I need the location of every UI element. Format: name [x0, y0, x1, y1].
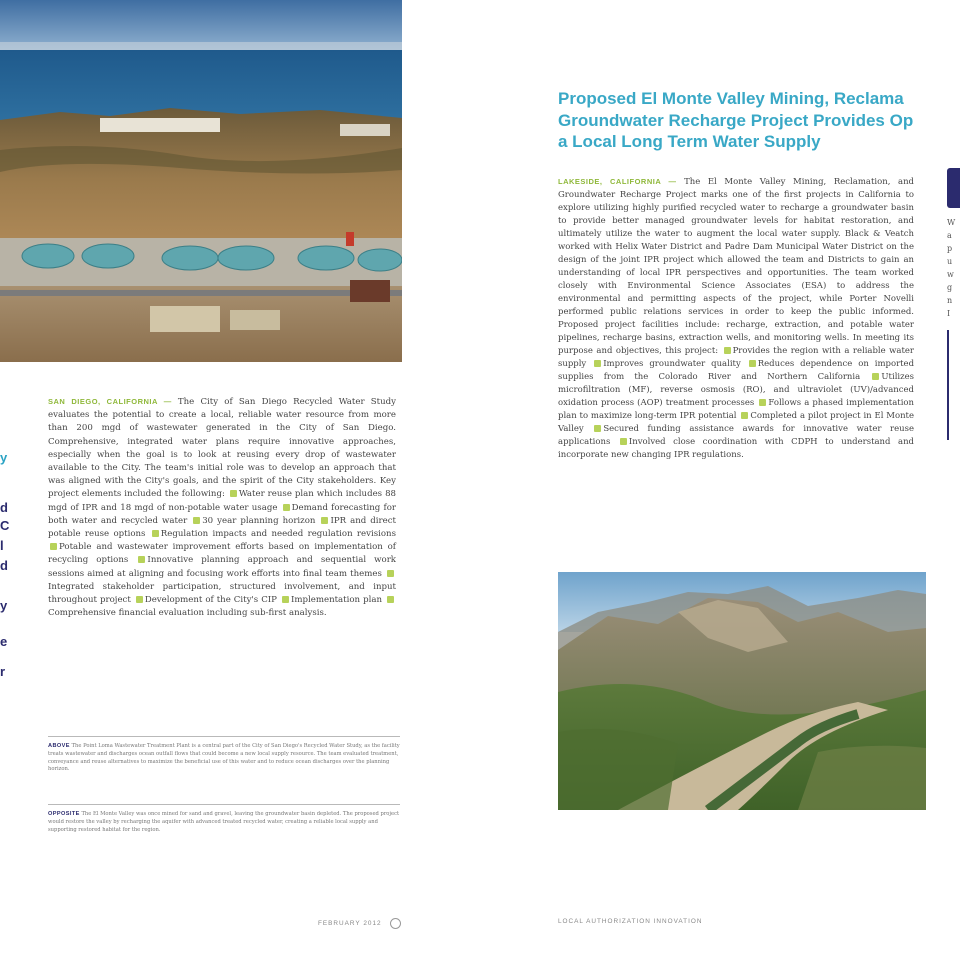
- bullet-square-icon: [749, 360, 756, 367]
- bullet-square-icon: [594, 425, 601, 432]
- sidebar-accent-bar: [947, 168, 960, 208]
- bullet-square-icon: [283, 504, 290, 511]
- list-item: Demand forecasting for both water and recycled water: [48, 502, 397, 526]
- folio-logo-icon: [390, 918, 401, 929]
- list-item: Development of the City's CIP: [144, 595, 277, 606]
- list-item: Regulation impacts and needed regulation revisions: [160, 529, 396, 540]
- list-item: Involved close coordination with CDPH to understand and incorporate new changing IPR regulations.: [558, 437, 914, 460]
- bullet-square-icon: [152, 530, 159, 537]
- right-page: [480, 0, 960, 960]
- list-item: Follows a phased implementation plan to maximize long-term IPR potential: [558, 398, 915, 421]
- list-item: 30 year planning horizon: [202, 515, 316, 526]
- list-item: Innovative planning approach and sequential work sessions aimed at aligning and focusing work efforts into final team themes: [48, 555, 397, 579]
- bullet-square-icon: [872, 373, 879, 380]
- cropped-text-fragment: d: [0, 500, 8, 515]
- bullet-square-icon: [620, 438, 627, 445]
- caption-text: The Point Loma Wastewater Treatment Plant is a central part of the City of San Diego's Recycled Water Study, as the facility treats wastewater and discharges ocean outfall flows that could become a new local supply resource. The team evaluated treatment, conveyance and reuse alternatives to maximize the beneficial use of this water and to reduce ocean discharges over the planning horizon.: [48, 743, 400, 773]
- list-item: Integrated stakeholder participation, structured involvement, and input throughout project: [48, 581, 396, 606]
- cropped-text-fragment: a: [947, 231, 952, 240]
- cropped-text-fragment: r: [0, 664, 6, 679]
- caption-label: ABOVE: [48, 743, 70, 749]
- list-item: Potable and wastewater improvement efforts based on implementation of recycling options: [48, 542, 396, 566]
- list-item: Reduces dependence on imported supplies from the Colorado River and Northern California: [558, 359, 915, 382]
- bullet-square-icon: [136, 596, 143, 603]
- bullet-square-icon: [321, 517, 328, 524]
- headline-line: a Local Long Term Water Supply: [558, 132, 821, 151]
- list-item: Provides the region with a reliable water supply: [558, 346, 914, 369]
- list-item: Comprehensive financial evaluation including sub-first analysis.: [48, 608, 327, 619]
- bullet-square-icon: [387, 596, 394, 603]
- page-folio: [318, 918, 401, 929]
- dateline: LAKESIDE, CALIFORNIA —: [558, 177, 677, 186]
- body-text: The City of San Diego Recycled Water Study evaluates the potential to create a local, reliable water resource from more than 200 mgd of wastewater generated in the City of San Diego. Comprehensive, integrated water plans require innovative approaches, especially when the goal is to look at reusing every drop of wastewater available to the City. The team's initial role was to develop an approach that was aligned with the City's goals, and the spirit of the City stakeholders. Key project elements included the following:: [48, 397, 397, 500]
- list-item: Implementation plan: [290, 595, 382, 606]
- bullet-square-icon: [282, 596, 289, 603]
- bullet-square-icon: [193, 517, 200, 524]
- page-gutter: [402, 0, 480, 960]
- sidebar-fragment: [947, 168, 960, 440]
- cropped-text-fragment: g: [947, 283, 953, 292]
- headline-line: Proposed El Monte Valley Mining, Reclama: [558, 89, 904, 108]
- bullet-square-icon: [759, 399, 766, 406]
- cropped-text-fragment: W: [947, 218, 956, 227]
- list-item: Secured funding assistance awards for innovative water reuse applications: [558, 424, 914, 447]
- article-headline: [558, 88, 960, 153]
- el-monte-valley-photo: [558, 572, 926, 810]
- cropped-text-fragment: e: [0, 634, 8, 649]
- folio-text: FEBRUARY 2012: [318, 920, 382, 928]
- dateline: SAN DIEGO, CALIFORNIA —: [48, 397, 172, 406]
- list-item: Water reuse plan which includes 88 mgd of IPR and 18 mgd of non-potable water usage: [48, 489, 397, 513]
- body-text: The El Monte Valley Mining, Reclamation, and Groundwater Recharge Project marks one of the first projects in California to explore utilizing highly purified recycled water to recharge a groundwater basin to provide better managed groundwater levels for habitat restoration, and ultimately utilize the water to augment the local water supply. Black & Veatch worked with Helix Water District and Padre Dam Municipal Water District on the design of the joint IPR project which allowed the team and Districts to gain an understanding of local IPR perspectives and opportunities. The team worked closely with Environmental Science Associates (ESA) to address the environmental and permitting aspects of the project, while Porter Novelli performed public relations services in order to keep the public informed. Proposed project facilities include: recharge, extraction, and potable water pipelines, recharge basins, extraction wells, and monitoring wells. In meeting its purpose and objectives, this project:: [558, 177, 914, 356]
- list-item: Utilizes microfiltration (MF), reverse osmosis (RO), and ultraviolet (UV)/advanced oxidation process (AOP) treatment processes: [558, 372, 914, 408]
- folio-text: LOCAL AUTHORIZATION INNOVATION: [558, 918, 703, 925]
- sidebar-text-fragments: [947, 216, 960, 320]
- list-item: Completed a pilot project in El Monte Valley: [558, 411, 914, 434]
- treatment-plant-photo: [0, 0, 402, 362]
- cropped-text-fragment: C: [0, 518, 10, 533]
- bullet-square-icon: [230, 490, 237, 497]
- caption-opposite: [48, 804, 400, 834]
- headline-line: Groundwater Recharge Project Provides Op: [558, 110, 914, 130]
- bullet-square-icon: [724, 347, 731, 354]
- caption-above: [48, 736, 400, 774]
- bullet-square-icon: [387, 570, 394, 577]
- cropped-text-fragment: l: [0, 538, 4, 553]
- caption-label: OPPOSITE: [48, 811, 80, 817]
- bullet-square-icon: [741, 412, 748, 419]
- cropped-text-fragment: u: [947, 257, 953, 266]
- san-diego-article-body: [48, 396, 396, 620]
- page-folio: [558, 918, 702, 925]
- bullet-square-icon: [138, 556, 145, 563]
- el-monte-article-body: [558, 176, 914, 462]
- cropped-text-fragment: w: [947, 270, 954, 279]
- cropped-text-fragment: y: [0, 598, 8, 613]
- bullet-square-icon: [594, 360, 601, 367]
- cropped-text-fragment: I: [947, 309, 951, 318]
- cropped-text-fragment: d: [0, 558, 8, 573]
- list-item: IPR and direct potable reuse options: [48, 515, 397, 540]
- cropped-text-fragment: p: [947, 244, 953, 253]
- cropped-text-fragment: n: [947, 296, 953, 305]
- caption-text: The El Monte Valley was once mined for sand and gravel, leaving the groundwater basin depleted. The proposed project would restore the valley by recharging the aquifer with advanced treated recycled water, creating a reliable local supply and supporting restored habitat for the region.: [48, 811, 400, 833]
- bullet-square-icon: [50, 543, 57, 550]
- list-item: Improves groundwater quality: [603, 359, 741, 369]
- sidebar-list-rule: [947, 330, 960, 440]
- cropped-text-fragment: y: [0, 450, 8, 465]
